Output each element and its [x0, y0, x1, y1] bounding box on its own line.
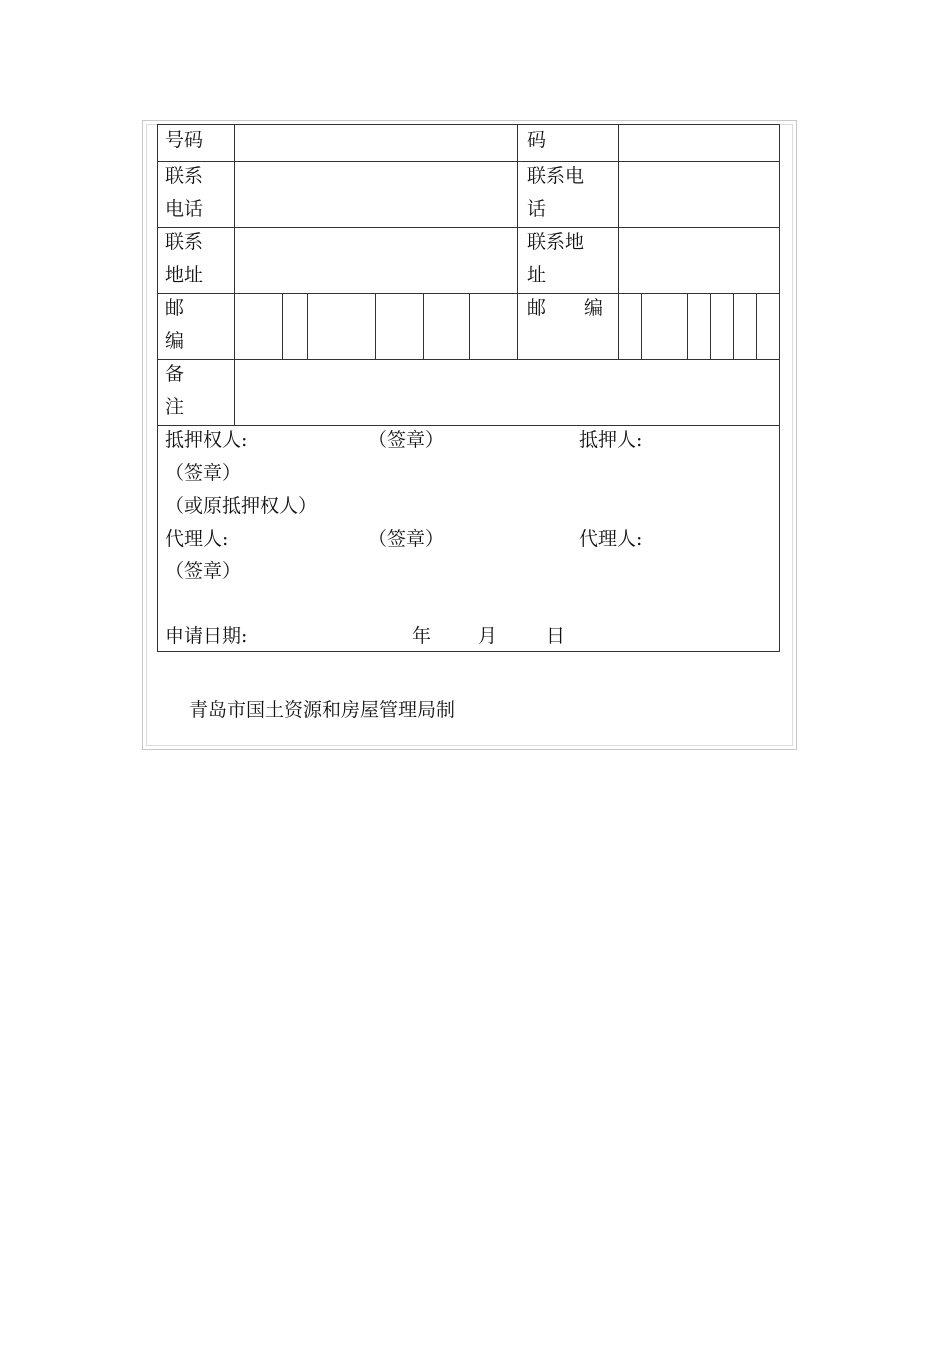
code-label: 码 [527, 129, 547, 151]
date-year: 年 [412, 625, 432, 647]
date-month: 月 [478, 625, 498, 647]
original-mortgagee-note: （或原抵押权人） [165, 495, 318, 517]
number-label: 号码 [165, 129, 204, 151]
mortgagor-seal: （签章） [165, 462, 242, 484]
right-address-label-line2: 址 [527, 264, 547, 286]
agent-seal-1: （签章） [368, 528, 445, 550]
phone-label-line2: 电话 [165, 198, 204, 220]
phone-label-line1: 联系 [165, 165, 204, 187]
remarks-label-line2: 注 [165, 396, 185, 418]
agent-label-1: 代理人: [165, 528, 229, 550]
postcode-label-line1: 邮 [165, 297, 185, 319]
issuer-footer: 青岛市国土资源和房屋管理局制 [189, 699, 456, 721]
mortgagee-seal: （签章） [368, 429, 445, 451]
right-phone-label-line2: 话 [527, 198, 547, 220]
agent-label-2: 代理人: [579, 528, 643, 550]
date-day: 日 [546, 625, 566, 647]
agent-seal-2: （签章） [165, 560, 242, 582]
application-date-label: 申请日期: [165, 625, 248, 647]
postcode-label-line2: 编 [165, 330, 185, 352]
right-address-label-line1: 联系地 [527, 231, 585, 253]
address-label-line1: 联系 [165, 231, 204, 253]
right-phone-label-line1: 联系电 [527, 165, 585, 187]
remarks-label-line1: 备 [165, 363, 185, 385]
right-postcode-label-b: 编 [584, 297, 604, 319]
mortgagee-label: 抵押权人: [165, 429, 248, 451]
right-postcode-label-a: 邮 [527, 297, 547, 319]
address-label-line2: 地址 [165, 264, 204, 286]
mortgagor-label: 抵押人: [579, 429, 643, 451]
